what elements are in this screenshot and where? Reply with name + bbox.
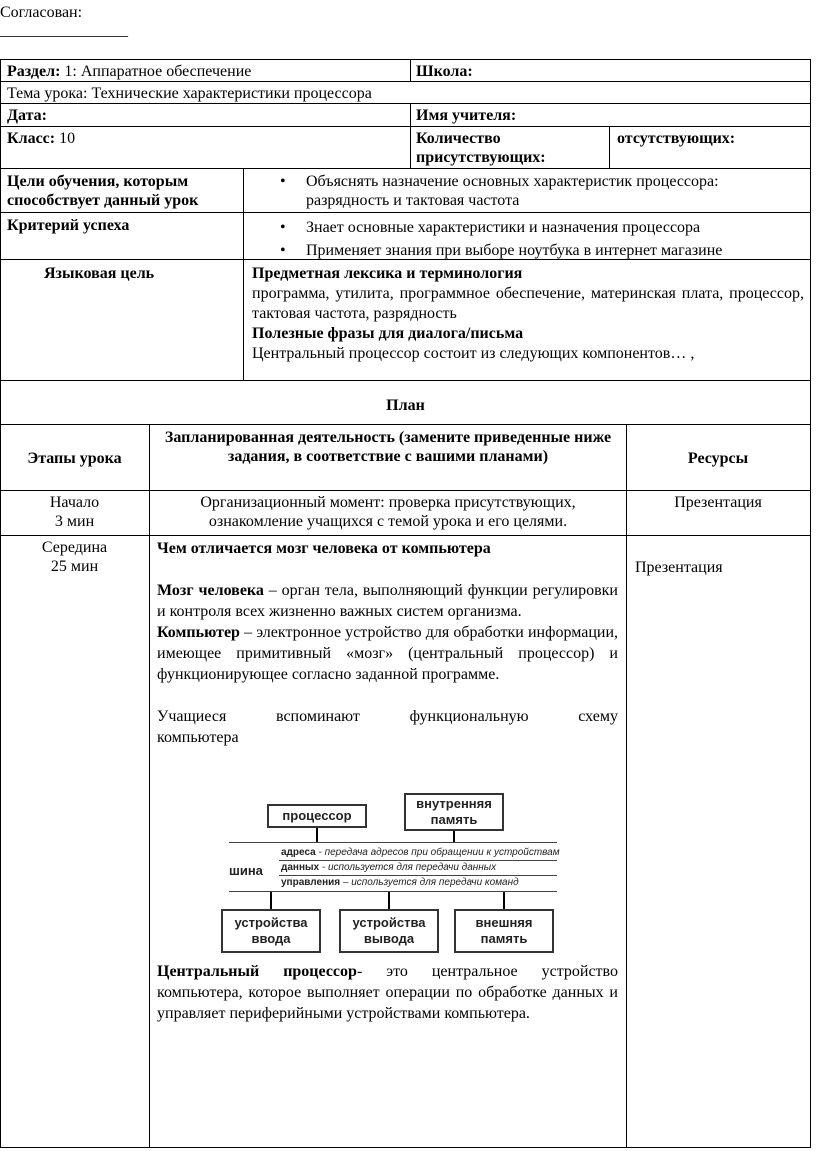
approved-label: Согласован: bbox=[0, 4, 83, 21]
absent-label: отсутствующих: bbox=[617, 130, 736, 147]
resource-start: Презентация bbox=[674, 494, 762, 511]
input-device-box: устройства ввода bbox=[221, 909, 321, 953]
stage-start bbox=[0, 493, 149, 531]
goals-label: Цели обучения, которым способствует данный урок bbox=[7, 173, 199, 209]
cpu-def: - это центральное устройство компьютера, которое выполняет операции по обработке данных и управляет периферийными устройствами компьютера. bbox=[157, 963, 618, 1022]
col-stages: Этапы урока bbox=[27, 450, 122, 467]
date-label: Дата: bbox=[7, 107, 47, 124]
phrases-text: Центральный процессор состоит из следующих компонентов… , bbox=[252, 345, 695, 362]
internal-memory-box: внутренняя память bbox=[404, 793, 504, 831]
activity-middle bbox=[157, 538, 618, 748]
external-connector bbox=[503, 892, 505, 909]
class-label: Класс: bbox=[7, 130, 56, 147]
section-label: Раздел: bbox=[7, 63, 61, 80]
brain-def: – орган тела, выполняющий функции регулировки и контроля всех жизненно важных систем организма. bbox=[157, 582, 618, 620]
computer-def: – электронное устройство для обработки информации, имеющее примитивный «мозг» (центральный процессор) и функционирующее согласно заданной программе. bbox=[157, 624, 618, 683]
cpu-term: Центральный процессор bbox=[157, 963, 357, 980]
processor-box: процессор bbox=[267, 804, 367, 828]
teacher-label: Имя учителя: bbox=[416, 107, 517, 124]
col-activity: Запланированная деятельность (замените приведенные ниже задания, в соответствие с вашими планами) bbox=[164, 429, 612, 465]
bus-line bbox=[229, 842, 557, 843]
goal-item: • Объяснять назначение основных характеристик процессора: разрядность и тактовая частота bbox=[276, 172, 796, 210]
success-item: • Применяет знания при выборе ноутбука в интернет магазине bbox=[276, 241, 806, 260]
brain-term: Мозг человека bbox=[157, 582, 264, 599]
goals-list bbox=[276, 172, 796, 210]
recall-text: Учащиеся вспоминают функциональную схему компьютера bbox=[157, 708, 618, 746]
phrases-heading: Полезные фразы для диалога/письма bbox=[252, 325, 524, 342]
stage-middle bbox=[0, 538, 149, 576]
bus-line-name: адреса bbox=[281, 847, 316, 858]
class-field bbox=[7, 129, 75, 148]
external-memory-box: внешняя память bbox=[454, 909, 554, 953]
vocab-text: программа, утилита, программное обеспечение, материнская плата, процессор, тактовая частота, разрядность bbox=[252, 285, 804, 322]
bus-line-desc: – используется для передачи команд bbox=[340, 877, 519, 888]
bus-line-desc: - передача адресов при обращении к устройствам bbox=[315, 847, 560, 858]
bus-line-name: данных bbox=[281, 862, 320, 873]
bus-data bbox=[281, 862, 496, 873]
success-list bbox=[276, 218, 806, 260]
bus-line bbox=[279, 860, 557, 861]
bus-line-desc: - используется для передачи данных bbox=[319, 862, 497, 873]
vocab-heading: Предметная лексика и терминология bbox=[252, 265, 523, 282]
lesson-topic: Тема урока: Технические характеристики процессора bbox=[7, 85, 372, 102]
bus-control bbox=[281, 877, 519, 888]
brain-definition bbox=[157, 580, 618, 622]
stage-duration: 25 мин bbox=[50, 558, 99, 575]
bus-line-name: управления bbox=[281, 877, 341, 888]
resource-middle: Презентация bbox=[635, 559, 723, 576]
processor-connector bbox=[316, 828, 318, 842]
section-field bbox=[7, 62, 407, 81]
memory-connector bbox=[453, 831, 455, 842]
activity-heading: Чем отличается мозг человека от компьютера bbox=[157, 540, 491, 557]
bus-address bbox=[281, 847, 560, 858]
computer-definition bbox=[157, 622, 618, 685]
input-connector bbox=[270, 892, 272, 909]
computer-term: Компьютер bbox=[157, 624, 240, 641]
school-label: Школа: bbox=[416, 63, 473, 80]
present-label: Количество присутствующих: bbox=[416, 130, 546, 166]
bus-label: шина bbox=[229, 863, 263, 878]
stage-duration: 3 мин bbox=[54, 513, 95, 530]
output-connector bbox=[388, 892, 390, 909]
plan-title: План bbox=[386, 397, 425, 414]
output-device-box: устройства вывода bbox=[339, 909, 439, 953]
stage-name: Середина bbox=[41, 539, 108, 556]
bus-line bbox=[229, 891, 557, 892]
language-label: Языковая цель bbox=[44, 265, 155, 282]
language-content bbox=[252, 264, 804, 364]
bus-line bbox=[279, 875, 557, 876]
cpu-definition bbox=[157, 961, 618, 1024]
signature-line: ________________ bbox=[0, 22, 128, 39]
class-value: 10 bbox=[55, 130, 76, 147]
col-resources: Ресурсы bbox=[687, 450, 749, 467]
activity-start: Организационный момент: проверка присутствующих, ознакомление учащихся с темой урока и его целями. bbox=[200, 494, 576, 530]
success-label: Критерий успеха bbox=[7, 217, 130, 234]
success-item: • Знает основные характеристики и назначения процессора bbox=[276, 218, 806, 237]
section-value: 1: Аппаратное обеспечение bbox=[60, 63, 252, 80]
stage-name: Начало bbox=[49, 494, 100, 511]
